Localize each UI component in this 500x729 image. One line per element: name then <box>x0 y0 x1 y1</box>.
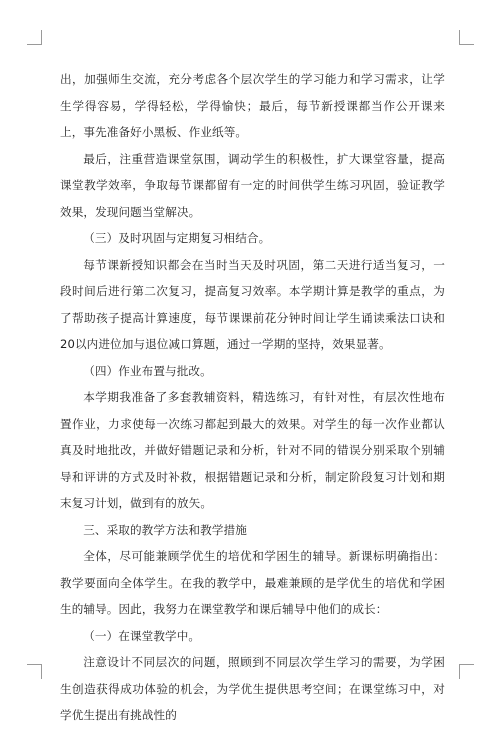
paragraph-homework: 本学期我准备了多套教辅资料，精选练习，有针对性，有层次性地布置作业，力求使每一次练习都起到最大的效果。对学生的每一次作业都认真及时地批改，并做好错题记录和分析，针对不同的错误分别采取个别辅导和评讲的方式及时补救，根据错题记录和分析，制定阶段复习计划和期末复习计划，做到有的放矢。 <box>60 390 445 510</box>
crop-mark-bottom-left <box>27 664 42 679</box>
paragraph-methods: 全体，尽可能兼顾学优生的培优和学困生的辅导。新课标明确指出：教学要面向全体学生。在我的教学中，最难兼顾的是学优生的培优和学困生的辅导。因此，我努力在课堂教学和课后辅导中他们的成长： <box>60 549 445 616</box>
section-heading-review: （三）及时巩固与定期复习相结合。 <box>83 231 271 245</box>
crop-mark-top-left <box>27 30 42 45</box>
section-heading-methods: 三、采取的教学方法和教学措施 <box>83 522 247 537</box>
paragraph-review: 每节课新授知识都会在当时当天及时巩固，第二天进行适当复习，一段时间后进行第二次复习，提高复习效率。本学期计算是教学的重点，为了帮助孩子提高计算速度，每节课课前花分钟时间让学生诵读乘法口诀和20以内进位加与退位减口算题，通过一学期的坚持，效果显著。 <box>60 257 445 351</box>
section-heading-classroom: （一）在课堂教学中。 <box>83 628 201 643</box>
crop-mark-bottom-right <box>459 664 474 679</box>
paragraph-classroom: 注意设计不同层次的问题，照顾到不同层次学生学习的需要，为学困生创造获得成功体验的机会，为学优生提供思考空间；在课堂练习中，对学优生提出有挑战性的 <box>60 655 445 722</box>
paragraph-classroom-atmosphere: 最后，注重营造课堂氛围，调动学生的积极性，扩大课堂容量，提高课堂教学效率，争取每节课都留有一定的时间供学生练习巩固，验证教学效果，发现问题当堂解决。 <box>60 151 445 219</box>
section-heading-homework: （四）作业布置与批改。 <box>83 363 212 378</box>
crop-mark-top-right <box>459 30 474 45</box>
paragraph-continuation: 出，加强师生交流，充分考虑各个层次学生的学习能力和学习需求，让学生学得容易，学得轻松，学得愉快；最后，每节新授课都当作公开课来上，事先准备好小黑板、作业纸等。 <box>60 72 445 139</box>
document-body <box>60 66 445 729</box>
